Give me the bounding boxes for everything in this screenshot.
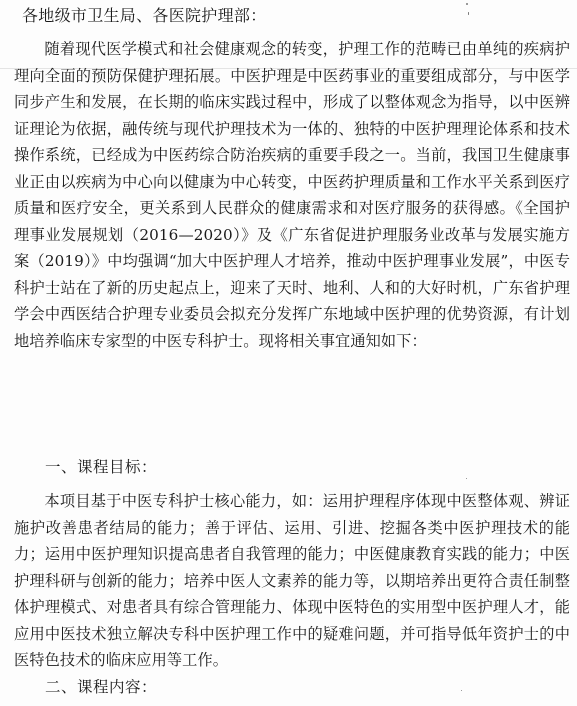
scan-speck: [466, 478, 467, 479]
intro-paragraph: 随着现代医学模式和社会健康观念的转变，护理工作的范畴已由单纯的疾病护理向全面的预防保健护理拓展。中医护理是中医药事业的重要组成部分，与中医学同步产生和发展，在长期的临床实践过程中，形成了以整体观念为指导，以中医辨证理论为依据，融传统与现代护理技术为一体的、独特的中医护理理论体系和技术操作系统，已经成为中医药综合防治疾病的重要手段之一。当前，我国卫生健康事业正由以疾病为中心向以健康为中心转变，中医药护理质量和工作水平关系到医疗质量和医疗安全，更关系到人民群众的健康需求和对医疗服务的获得感。《全国护理事业发展规划（2016—2020）》及《广东省促进护理服务业改革与发展实施方案（2019）》中均强调“加大中医护理人才培养，推动中医护理事业发展”，中医专科护士站在了新的历史起点上，迎来了天时、地利、人和的大好时机，广东省护理学会中西医结合护理专业委员会拟充分发挥广东地域中医护理的优势资源，有计划地培养临床专家型的中医专科护士。现将相关事宜通知如下：: [14, 40, 570, 350]
scan-speck: [468, 12, 469, 15]
salutation-line: 各地级市卫生局、各医院护理部：: [22, 6, 267, 25]
section-heading-objectives: 一、课程目标：: [45, 458, 158, 476]
objectives-paragraph: 本项目基于中医专科护士核心能力，如：运用护理程序体现中医整体观、辨证施护改善患者结局的能力；善于评估、运用、引进、挖掘各类中医护理技术的能力；运用中医护理知识提高患者自我管理的能力；中医健康教育实践的能力；中医护理科研与创新的能力；培养中医人文素养的能力等，以期培养出更符合责任制整体护理模式、对患者具有综合管理能力、体现中医特色的实用型中医护理人才，能应用中医技术独立解决专科中医护理工作中的疑难问题，并可指导低年资护士的中医特色技术的临床应用等工作。: [14, 492, 570, 669]
scan-speck: [466, 3, 468, 5]
scan-speck: [461, 690, 462, 691]
section-heading-content: 二、课程内容：: [45, 678, 158, 696]
